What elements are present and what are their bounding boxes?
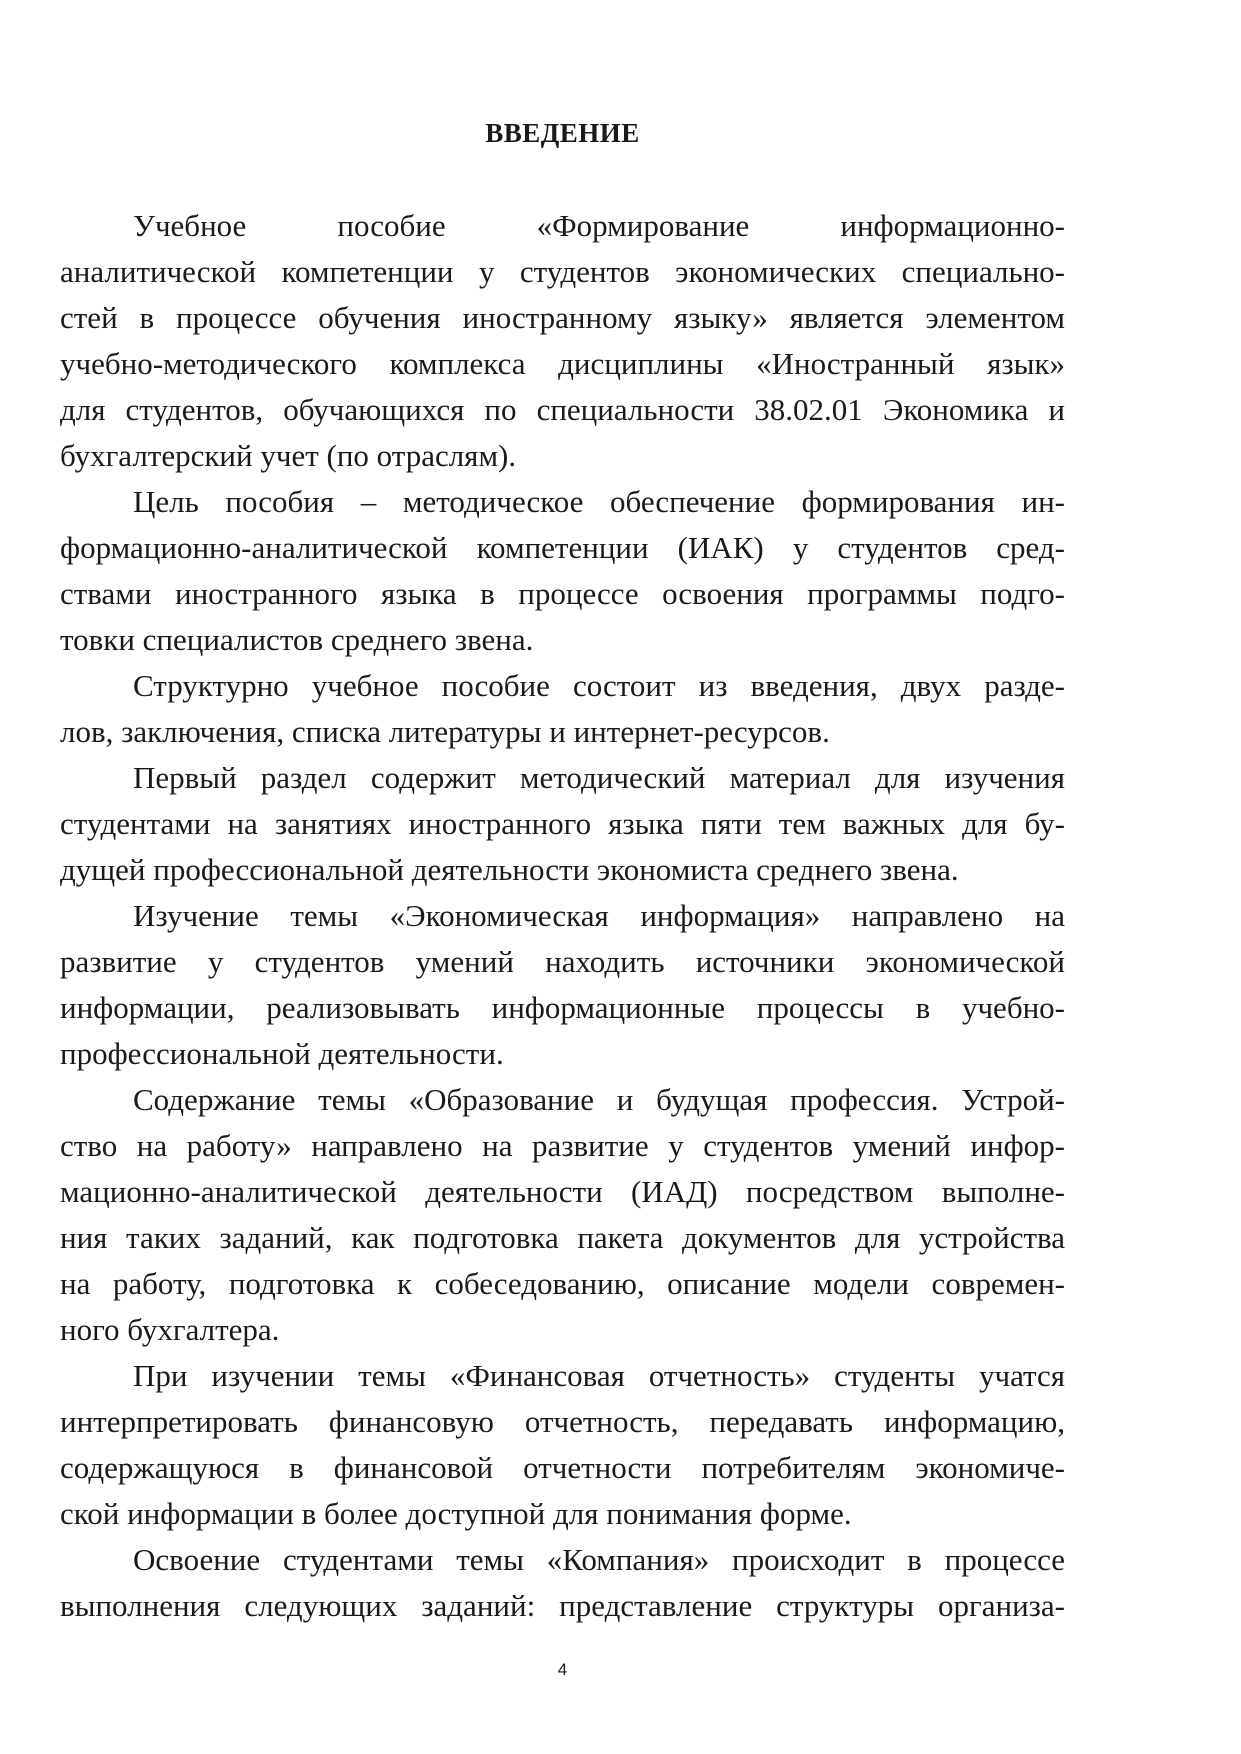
paragraph-line: дущей профессиональной деятельности экономиста среднего звена. [60, 852, 959, 887]
paragraph-line: бухгалтерский учет (по отраслям). [60, 438, 517, 473]
paragraph-line: мационно-аналитической деятельности (ИАД) посредством выполне- [60, 1174, 1065, 1209]
section-heading: ВВЕДЕНИЕ [485, 118, 640, 148]
paragraph [60, 1077, 1065, 1353]
paragraph-line: товки специалистов среднего звена. [60, 622, 534, 657]
paragraph-line: Учебное пособие «Формирование информационно- [133, 208, 1065, 243]
document-body [60, 203, 1065, 1629]
document-page [60, 0, 1065, 1754]
paragraph-line: Структурно учебное пособие состоит из введения, двух разде- [133, 668, 1065, 703]
paragraph-line: содержащуюся в финансовой отчетности потребителям экономиче- [60, 1450, 1065, 1485]
paragraph-line: профессиональной деятельности. [60, 1036, 504, 1071]
page-number: 4 [557, 1660, 568, 1679]
paragraph-line: студентами на занятиях иностранного языка пяти тем важных для бу- [60, 806, 1065, 841]
paragraph [60, 1537, 1065, 1629]
paragraph-line: ство на работу» направлено на развитие у студентов умений инфор- [60, 1128, 1065, 1163]
paragraph-line: формационно-аналитической компетенции (ИАК) у студентов сред- [60, 530, 1065, 565]
paragraph-line: ствами иностранного языка в процессе освоения программы подго- [60, 576, 1065, 611]
paragraph-line: информации, реализовывать информационные процессы в учебно- [60, 990, 1065, 1025]
paragraph-line: учебно-методического комплекса дисциплины «Иностранный язык» [60, 346, 1065, 381]
paragraph-line: ния таких заданий, как подготовка пакета документов для устройства [60, 1220, 1065, 1255]
paragraph-line: лов, заключения, списка литературы и интернет-ресурсов. [60, 714, 830, 749]
paragraph-line: Освоение студентами темы «Компания» происходит в процессе [133, 1542, 1065, 1577]
paragraph-line: для студентов, обучающихся по специальности 38.02.01 Экономика и [60, 392, 1065, 427]
paragraph [60, 479, 1065, 663]
paragraph [60, 1353, 1065, 1537]
paragraph [60, 755, 1065, 893]
paragraph-line: Содержание темы «Образование и будущая профессия. Устрой- [133, 1082, 1065, 1117]
paragraph-line: ской информации в более доступной для понимания форме. [60, 1496, 852, 1531]
paragraph-line: Цель пособия – методическое обеспечение формирования ин- [133, 484, 1065, 519]
paragraph-line: Первый раздел содержит методический материал для изучения [133, 760, 1065, 795]
paragraph [60, 203, 1065, 479]
paragraph [60, 893, 1065, 1077]
paragraph [60, 663, 1065, 755]
paragraph-line: аналитической компетенции у студентов экономических специально- [60, 254, 1065, 289]
paragraph-line: ного бухгалтера. [60, 1312, 280, 1347]
paragraph-line: на работу, подготовка к собеседованию, описание модели современ- [60, 1266, 1065, 1301]
paragraph-line: При изучении темы «Финансовая отчетность» студенты учатся [133, 1358, 1065, 1393]
paragraph-line: интерпретировать финансовую отчетность, передавать информацию, [60, 1404, 1065, 1439]
paragraph-line: Изучение темы «Экономическая информация» направлено на [133, 898, 1065, 933]
paragraph-line: выполнения следующих заданий: представление структуры организа- [60, 1588, 1065, 1623]
paragraph-line: развитие у студентов умений находить источники экономической [60, 944, 1065, 979]
paragraph-line: стей в процессе обучения иностранному языку» является элементом [60, 300, 1065, 335]
